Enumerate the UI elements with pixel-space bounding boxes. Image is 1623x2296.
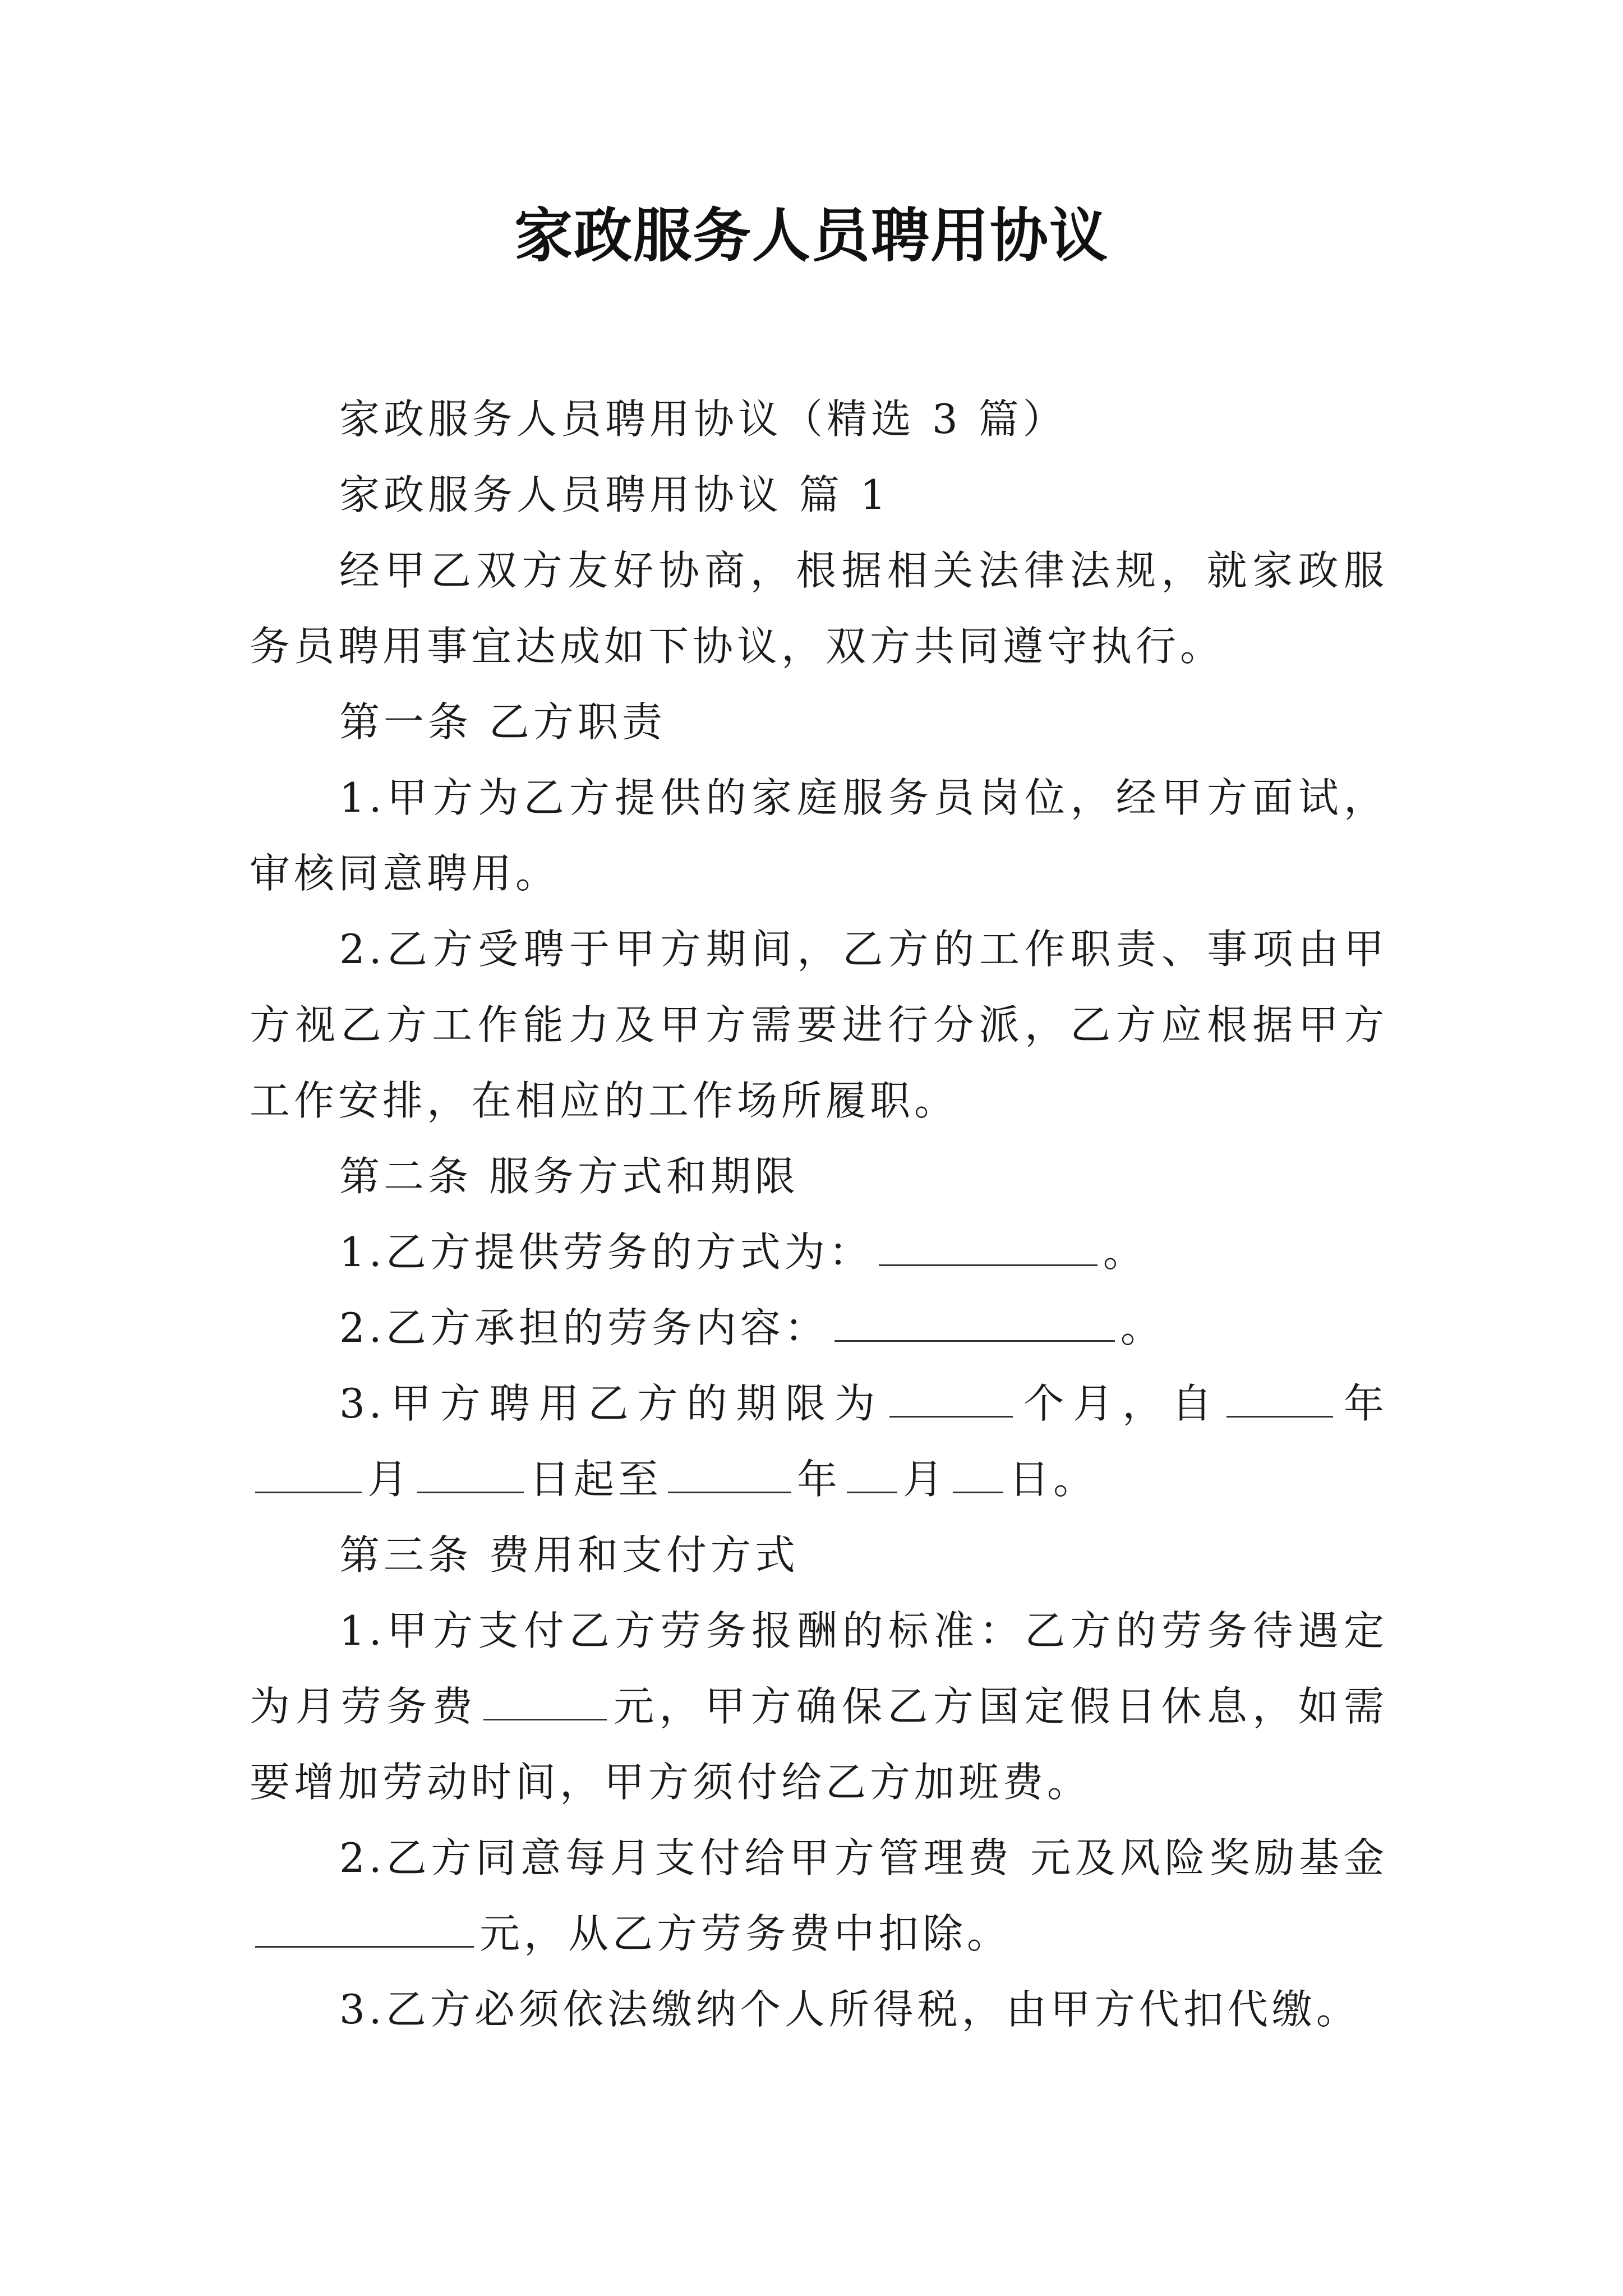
text-segment: 元，甲方确保乙方国定假日休息，如需要增加劳动时间，甲方须付给乙方加班费。 — [250, 1683, 1388, 1806]
text-segment: 月 — [367, 1456, 412, 1503]
article-3-item-3: 3.乙方必须依法缴纳个人所得税，由甲方代扣代缴。 — [339, 1986, 1361, 2033]
paragraph-intro: 经甲乙双方友好协商，根据相关法律法规，就家政服务员聘用事宜达成如下协议，双方共同遵守执行。 — [250, 547, 1388, 670]
text-segment: 3.甲方聘用乙方的期限为 — [339, 1380, 884, 1427]
article-3-item-2 — [250, 1820, 1388, 1972]
article-2-heading: 第二条 服务方式和期限 — [339, 1153, 799, 1200]
fill-in-blank — [1227, 1371, 1333, 1418]
fill-in-blank — [668, 1447, 791, 1493]
text-segment: 。 — [1120, 1304, 1165, 1351]
fill-in-blank — [834, 1295, 1115, 1342]
text-segment: 年 — [1339, 1380, 1388, 1427]
fill-in-blank — [879, 1220, 1098, 1266]
article-2-item-1 — [250, 1214, 1388, 1290]
document-title: 家政服务人员聘用协议 — [514, 201, 1109, 270]
text-segment: 。 — [1103, 1228, 1147, 1276]
fill-in-blank — [417, 1447, 524, 1493]
article-1-heading: 第一条 乙方职责 — [339, 698, 666, 746]
paragraph-collection-title: 家政服务人员聘用协议（精选 3 篇） — [339, 395, 1067, 443]
text-segment: 个月，自 — [1018, 1380, 1221, 1427]
article-2-item-2 — [250, 1290, 1388, 1366]
paragraph-section-heading: 家政服务人员聘用协议 篇 1 — [339, 471, 890, 518]
fill-in-blank — [953, 1447, 1003, 1493]
text-segment: 日起至 — [529, 1456, 663, 1503]
fill-in-blank — [847, 1447, 897, 1493]
fill-in-blank — [483, 1674, 607, 1720]
article-3-heading: 第三条 费用和支付方式 — [339, 1531, 799, 1579]
text-segment: 1.甲方支付乙方劳务报酬的标准：乙方的劳务待遇定为月劳务费 — [250, 1607, 1388, 1730]
fill-in-blank — [255, 1447, 362, 1493]
text-segment: 元，从乙方劳务费中扣除。 — [479, 1910, 1012, 1957]
text-segment: 日。 — [1009, 1456, 1098, 1503]
article-1-item-1: 1.甲方为乙方提供的家庭服务员岗位，经甲方面试，审核同意聘用。 — [250, 774, 1388, 897]
article-1-item-2: 2.乙方受聘于甲方期间，乙方的工作职责、事项由甲方视乙方工作能力及甲方需要进行分派，乙方应根据甲方工作安排，在相应的工作场所履职。 — [250, 926, 1388, 1124]
text-segment: 1.乙方提供劳务的方式为： — [339, 1228, 873, 1276]
text-segment: 年 — [797, 1456, 842, 1503]
article-3-item-1 — [250, 1593, 1388, 1820]
article-2-item-3 — [250, 1366, 1388, 1517]
text-segment: 2.乙方同意每月支付给甲方管理费 元及风险奖励基金 — [339, 1834, 1388, 1881]
text-segment: 2.乙方承担的劳务内容： — [339, 1304, 829, 1351]
text-segment: 月 — [903, 1456, 948, 1503]
document-body — [250, 381, 1388, 2047]
fill-in-blank — [889, 1371, 1013, 1418]
fill-in-blank — [255, 1901, 474, 1948]
